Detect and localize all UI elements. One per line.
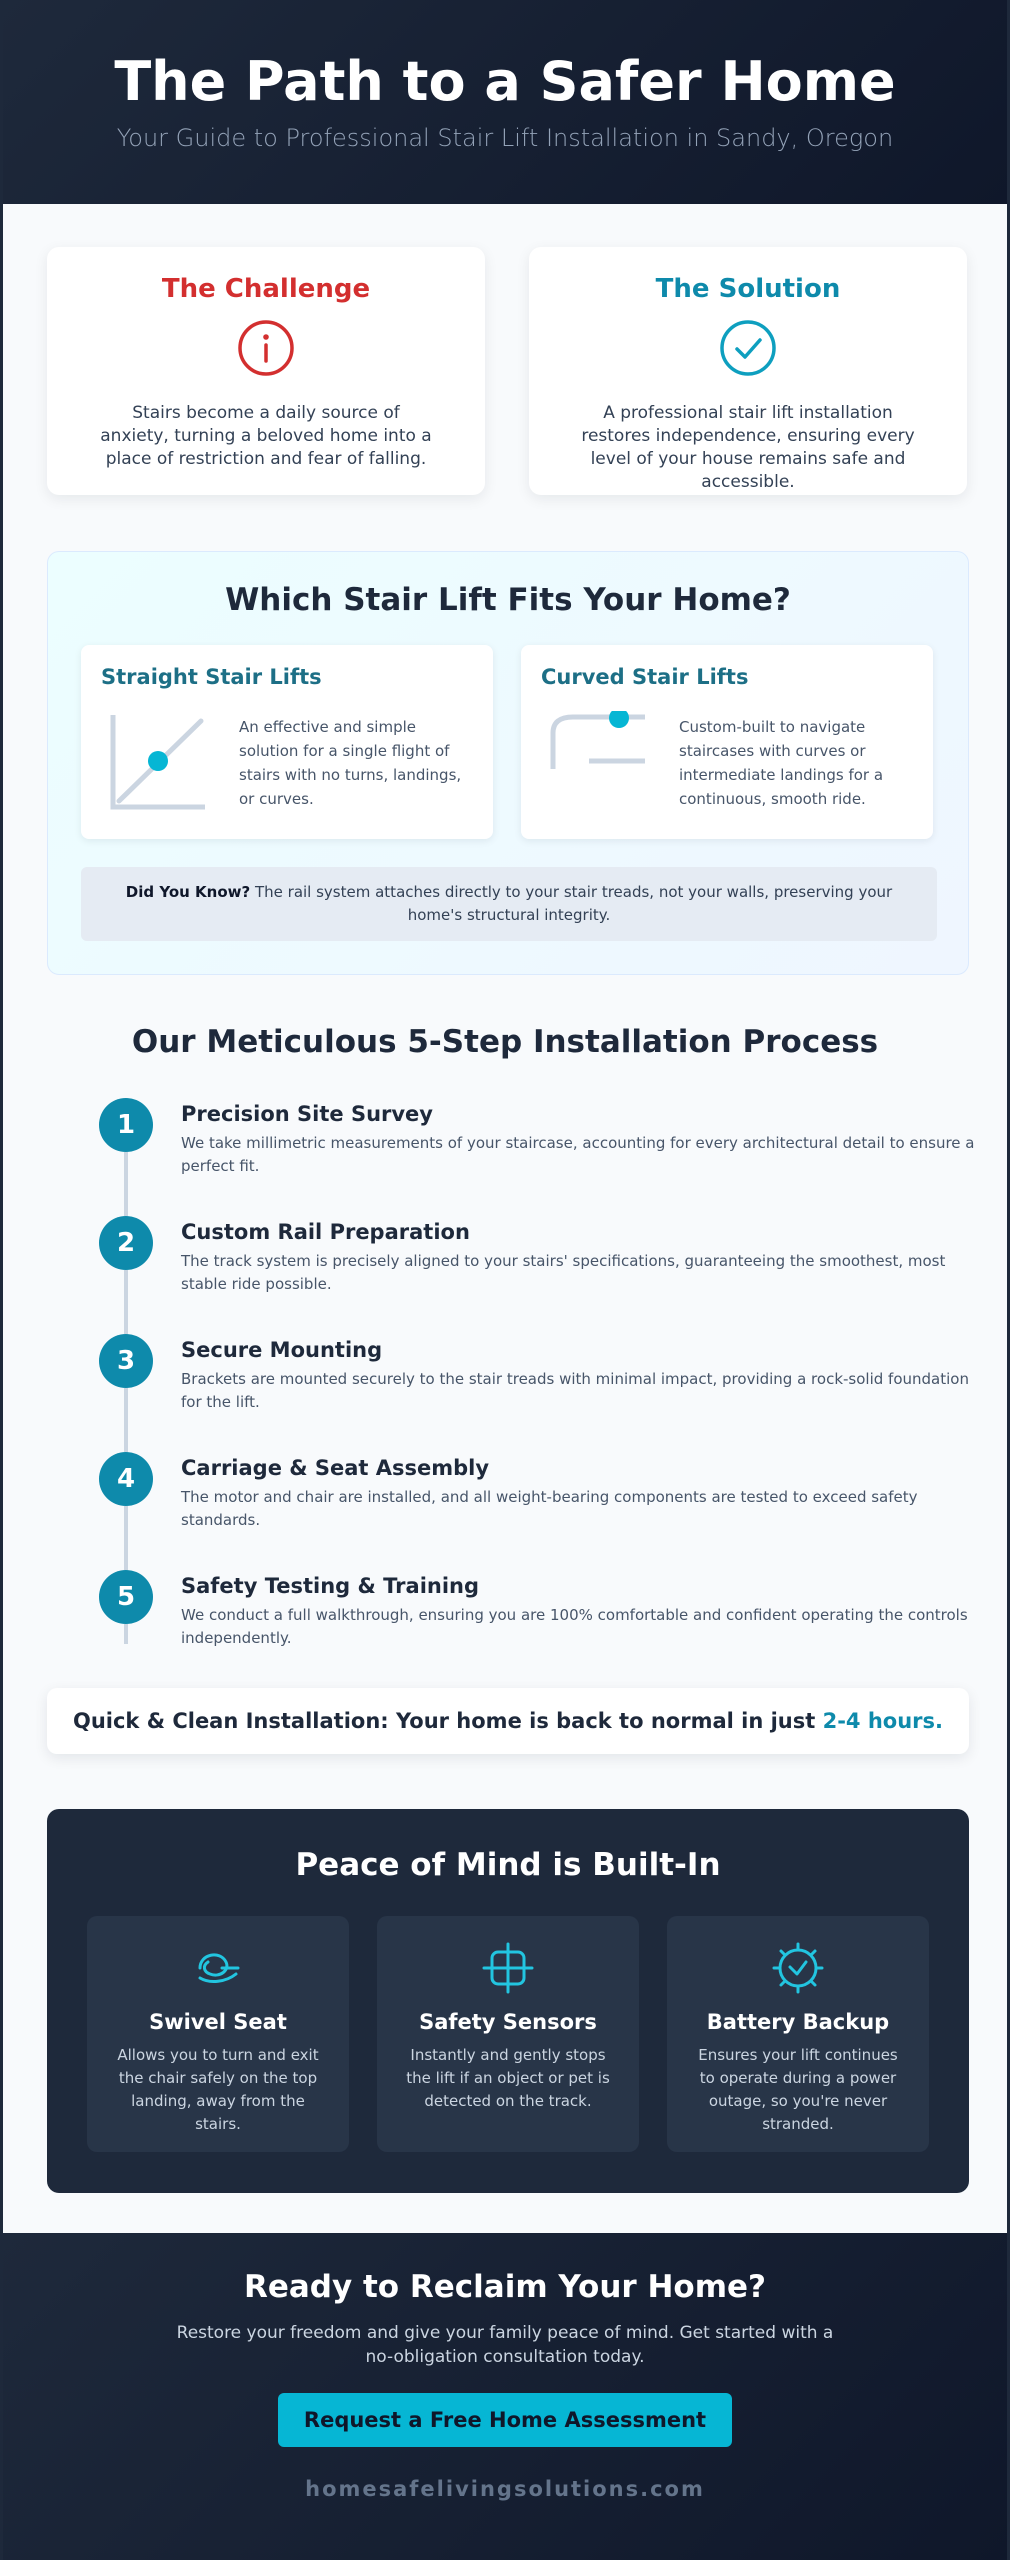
feature-text: Instantly and gently stops the lift if an object or pet is detected on the track.: [406, 2046, 610, 2110]
quick-install-banner: [47, 1688, 969, 1754]
straight-lift-title: Straight Stair Lifts: [101, 665, 322, 689]
feature-card-swivel-seat: [87, 1916, 349, 2152]
step-title: Carriage & Seat Assembly: [181, 1456, 490, 1480]
battery-gear-icon: [770, 1940, 826, 1996]
step-title: Secure Mounting: [181, 1338, 383, 1362]
stair-lift-types-section: [47, 551, 969, 975]
process-step: [99, 1098, 979, 1216]
step-text: We conduct a full walkthrough, ensuring you are 100% comfortable and confident operating the controls independently.: [181, 1606, 968, 1647]
step-connector: [124, 1270, 128, 1334]
feature-title: Safety Sensors: [419, 2010, 597, 2034]
step-connector: [124, 1506, 128, 1570]
challenge-card: [47, 247, 485, 495]
request-assessment-button[interactable]: Request a Free Home Assessment: [278, 2393, 732, 2447]
solution-title: The Solution: [655, 274, 841, 304]
sensor-crosshair-icon: [480, 1940, 536, 1996]
did-you-know-text: The rail system attaches directly to your stair treads, not your walls, preserving your home's structural integrity.: [250, 883, 893, 924]
step-title: Custom Rail Preparation: [181, 1220, 470, 1244]
step-connector: [124, 1624, 128, 1644]
solution-card: [529, 247, 967, 495]
step-number: 1: [99, 1098, 153, 1152]
feature-text: Allows you to turn and exit the chair safely on the top landing, away from the stairs.: [117, 2046, 319, 2133]
peace-title: Peace of Mind is Built-In: [295, 1847, 721, 1883]
step-title: Safety Testing & Training: [181, 1574, 480, 1598]
solution-text: A professional stair lift installation restores independence, ensuring every level of your house remains safe and accessible.: [581, 403, 915, 492]
challenge-solution-section: [47, 247, 969, 495]
straight-lift-text: An effective and simple solution for a single flight of stairs with no turns, landings, or curves.: [239, 718, 462, 808]
page-title: The Path to a Safer Home: [114, 50, 896, 113]
feature-card-battery-backup: [667, 1916, 929, 2152]
cta-footer: [3, 2233, 1007, 2560]
swivel-seat-icon: [190, 1940, 246, 1996]
process-title: Our Meticulous 5-Step Installation Process: [131, 1024, 879, 1060]
step-text: The track system is precisely aligned to your stairs' specifications, guaranteeing the smoothest, most stable ride possible.: [181, 1252, 946, 1293]
feature-text: Ensures your lift continues to operate during a power outage, so you're never stranded.: [698, 2046, 898, 2133]
curved-lift-title: Curved Stair Lifts: [541, 665, 749, 689]
quick-install-highlight: 2-4 hours.: [822, 1709, 944, 1733]
quick-install-text: Quick & Clean Installation: Your home is back to normal in just: [72, 1709, 823, 1733]
step-number: 2: [99, 1216, 153, 1270]
page-subtitle: Your Guide to Professional Stair Lift Installation in Sandy, Oregon: [116, 124, 894, 152]
website-link[interactable]: homesafelivingsolutions.com: [305, 2477, 705, 2501]
curved-lift-text: Custom-built to navigate staircases with curves or intermediate landings for a continuous, smooth ride.: [679, 718, 884, 808]
step-number: 4: [99, 1452, 153, 1506]
step-title: Precision Site Survey: [181, 1102, 433, 1126]
peace-of-mind-section: [47, 1809, 969, 2193]
process-step: [99, 1570, 979, 1688]
feature-title: Swivel Seat: [149, 2010, 287, 2034]
straight-rail-icon: [109, 711, 209, 811]
feature-card-safety-sensors: [377, 1916, 639, 2152]
footer-title: Ready to Reclaim Your Home?: [243, 2269, 767, 2305]
section-title: Which Stair Lift Fits Your Home?: [225, 582, 791, 618]
step-connector: [124, 1152, 128, 1216]
hero-header: [3, 0, 1007, 204]
challenge-text: Stairs become a daily source of anxiety, turning a beloved home into a place of restriction and fear of falling.: [100, 403, 432, 469]
process-step: [99, 1216, 979, 1334]
step-number: 5: [99, 1570, 153, 1624]
did-you-know-callout: [81, 867, 937, 941]
curved-rail-icon: [549, 711, 649, 811]
step-text: Brackets are mounted securely to the stair treads with minimal impact, providing a rock-solid foundation for the lift.: [181, 1370, 969, 1411]
feature-title: Battery Backup: [706, 2010, 890, 2034]
challenge-title: The Challenge: [161, 274, 371, 304]
step-text: The motor and chair are installed, and all weight-bearing components are tested to exceed safety standards.: [181, 1488, 918, 1529]
process-step: [99, 1452, 979, 1570]
curved-lift-card: [521, 645, 933, 839]
did-you-know-label: Did You Know?: [125, 883, 251, 901]
check-circle-icon: [718, 318, 778, 378]
info-circle-icon: [236, 318, 296, 378]
straight-lift-card: [81, 645, 493, 839]
step-text: We take millimetric measurements of your staircase, accounting for every architectural detail to ensure a perfect fit.: [181, 1134, 975, 1175]
footer-text: Restore your freedom and give your family peace of mind. Get started with a no-obligation consultation today.: [176, 2323, 834, 2367]
process-step: [99, 1334, 979, 1452]
step-number: 3: [99, 1334, 153, 1388]
step-connector: [124, 1388, 128, 1452]
